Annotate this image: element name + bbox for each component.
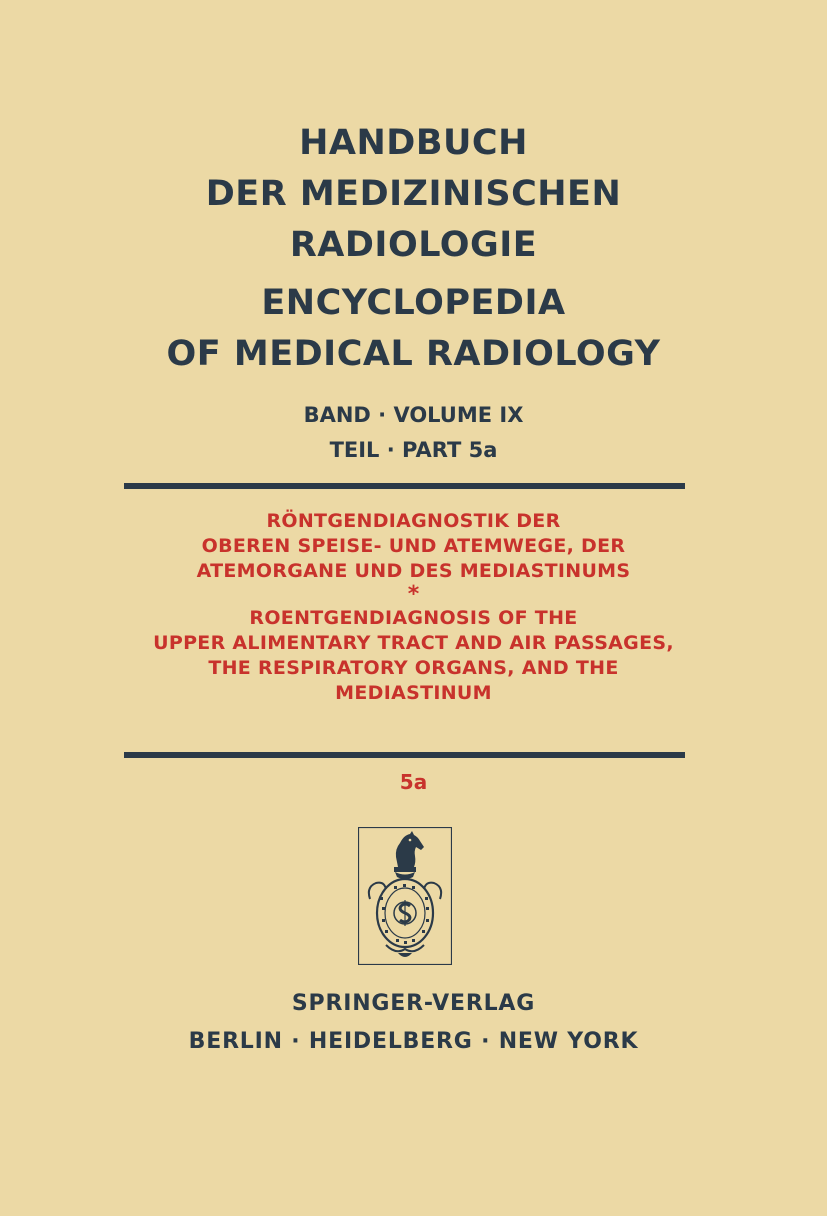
springer-knight-logo-icon [358,827,452,965]
subject-en-line-4: MEDIASTINUM [335,682,492,704]
title-de-line-2: DER MEDIZINISCHEN [205,174,622,214]
bottom-divider [124,752,685,758]
subject-de-line-2: OBEREN SPEISE- UND ATEMWEGE, DER [201,535,626,557]
title-de-line-1: HANDBUCH [299,123,528,163]
volume-label: BAND · VOLUME IX [303,403,524,427]
subject-title [0,509,827,706]
part-label: TEIL · PART 5a [329,438,498,462]
subject-de-line-1: RÖNTGENDIAGNOSTIK DER [266,510,561,532]
title-de-line-3: RADIOLOGIE [289,225,538,265]
subject-en-line-1: ROENTGENDIAGNOSIS OF THE [249,607,578,629]
publisher-name: SPRINGER-VERLAG [291,991,536,1016]
part-number: 5a [399,770,428,794]
subject-en-line-2: UPPER ALIMENTARY TRACT AND AIR PASSAGES, [153,632,674,654]
top-divider [124,483,685,489]
volume-info [0,398,827,468]
subject-de-line-3: ATEMORGANE UND DES MEDIASTINUMS [196,560,631,582]
series-title [0,118,827,380]
subject-en-line-3: THE RESPIRATORY ORGANS, AND THE [208,657,619,679]
publisher-cities: BERLIN · HEIDELBERG · NEW YORK [188,1029,639,1054]
title-en-line-1: ENCYCLOPEDIA [261,283,566,323]
title-en-line-2: OF MEDICAL RADIOLOGY [166,334,661,374]
publisher-block [0,985,827,1061]
asterisk-separator: * [407,582,420,607]
